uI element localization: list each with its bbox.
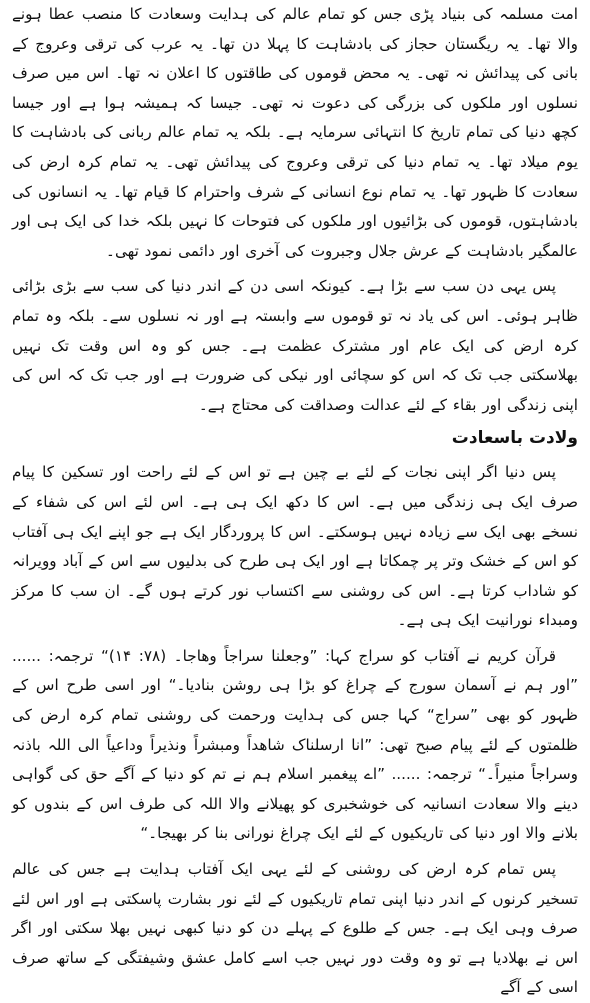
paragraph-2: پس یہی دن سب سے بڑا ہے۔ کیونکہ اسی دن کے اندر دنیا کی سب سے بڑی بڑائی ظاہر ہوئی۔ اس کی یاد نہ تو قوموں سے وابستہ ہے اور نہ نسلوں سے۔ بلکہ وہ تمام کرہ ارض کی ایک عام اور مشترک عظمت ہے۔ جس کو وہ اس وقت تک نہیں بھلاسکتی جب تک کہ اس کو سچائی اور نیکی کی ضرورت ہے اور جب تک کہ اس کی اپنی زندگی اور بقاء کے لئے عدالت وصداقت کی محتاج ہے۔ — [12, 277, 578, 414]
paragraph-5: پس تمام کرہ ارض کی روشنی کے لئے یہی ایک آفتاب ہدایت ہے جس کی عالم تسخیر کرنوں کے اندر دنیا اپنی تمام تاریکیوں کے لئے نور بشارت پاسکتی ہے اور اس لئے صرف وہی ایک ہے۔ جس کے طلوع کے پہلے دن کو دنیا کبھی نہیں بھلا سکتی اور اگر اس نے بھلادیا ہے تو وہ وقت دور نہیں جب اسے کامل عشق وشیفتگی کے ساتھ صرف اسی کے آگے — [12, 860, 578, 997]
paragraph-3: پس دنیا اگر اپنی نجات کے لئے بے چین ہے تو اس کے لئے راحت اور تسکین کا پیام صرف ایک ہی زندگی میں ہے۔ اس کا دکھ ایک ہی ہے۔ اس لئے اس کی شفاء کے نسخے بھی ایک سے زیادہ نہیں ہوسکتے۔ اس کا پروردگار ایک ہے جو اپنے ایک ہی آفتاب کو اس کے خشک وتر پر چمکاتا ہے اور ایک ہی طرح کی بدلیوں سے اس کے آباد وویرانہ کو شاداب کرتا ہے۔ اس کی روشنی سے اکتساب نور کرتے ہوں گے۔ ان سب کا مرکز ومبداء نورانیت ایک ہی ہے۔ — [12, 463, 578, 630]
document-page — [12, 0, 578, 997]
paragraph-4: قرآن کریم نے آفتاب کو سراج کہا: ”وجعلنا سراجاً وھاجا۔ (۷۸: ۱۴)“ ترجمہ: ...... ”اور ہم نے آسمان سورج کے چراغ کو بڑا ہی روشن بنادیا۔“ اور اسی طرح اس کے ظہور کو بھی ”سراج“ کہا جس کی ہدایت ورحمت کی روشنی تمام کرہ ارض کی ظلمتوں کے لئے پیام صبح تھی: ”انا ارسلناک شاھداً ومبشراً ونذیراً وداعیاً الی اللہ باذنہ وسراجاً منیراً۔“ ترجمہ: ...... ”اے پیغمبر اسلام ہم نے تم کو دنیا کے آگے حق کی گواہی دینے والا سعادت انسانیہ کی خوشخبری کو پھیلانے والا اللہ کی طرف اس کے بندوں کو بلانے والا اور دنیا کی تاریکیوں کے لئے ایک چراغ نورانی بنا کر بھیجا۔“ — [12, 646, 578, 843]
paragraph-1: امت مسلمہ کی بنیاد پڑی جس کو تمام عالم کی ہدایت وسعادت کا منصب عطا ہونے والا تھا۔ یہ ریگستان حجاز کی بادشاہت کا پہلا دن تھا۔ یہ عرب کی ترقی وعروج کے بانی کی پیدائش نہ تھی۔ یہ محض قوموں کی طاقتوں کا اعلان نہ تھا۔ اس میں صرف نسلوں اور ملکوں کی بزرگی کی دعوت نہ تھی۔ جیسا کہ ہمیشہ ہوا ہے اور جیسا کچھ دنیا کی تمام تاریخ کا انتہائی سرمایہ ہے۔ بلکہ یہ تمام عالم ربانی کی بادشاہت کا یوم میلاد تھا۔ یہ تمام دنیا کی ترقی وعروج کی پیدائش تھی۔ یہ تمام کرہ ارض کی سعادت کا ظہور تھا۔ یہ تمام نوع انسانی کے شرف واحترام کا قیام تھا۔ یہ انسانوں کی بادشاہتوں، قوموں کی بڑائیوں اور ملکوں کی فتوحات کا نہیں بلکہ خدا کی ایک ہی اور عالمگیر بادشاہت کے عرش جلال وجبروت کی آخری اور دائمی نمود تھی۔ — [12, 5, 578, 260]
section-heading: ولادت باسعادت — [451, 428, 578, 449]
